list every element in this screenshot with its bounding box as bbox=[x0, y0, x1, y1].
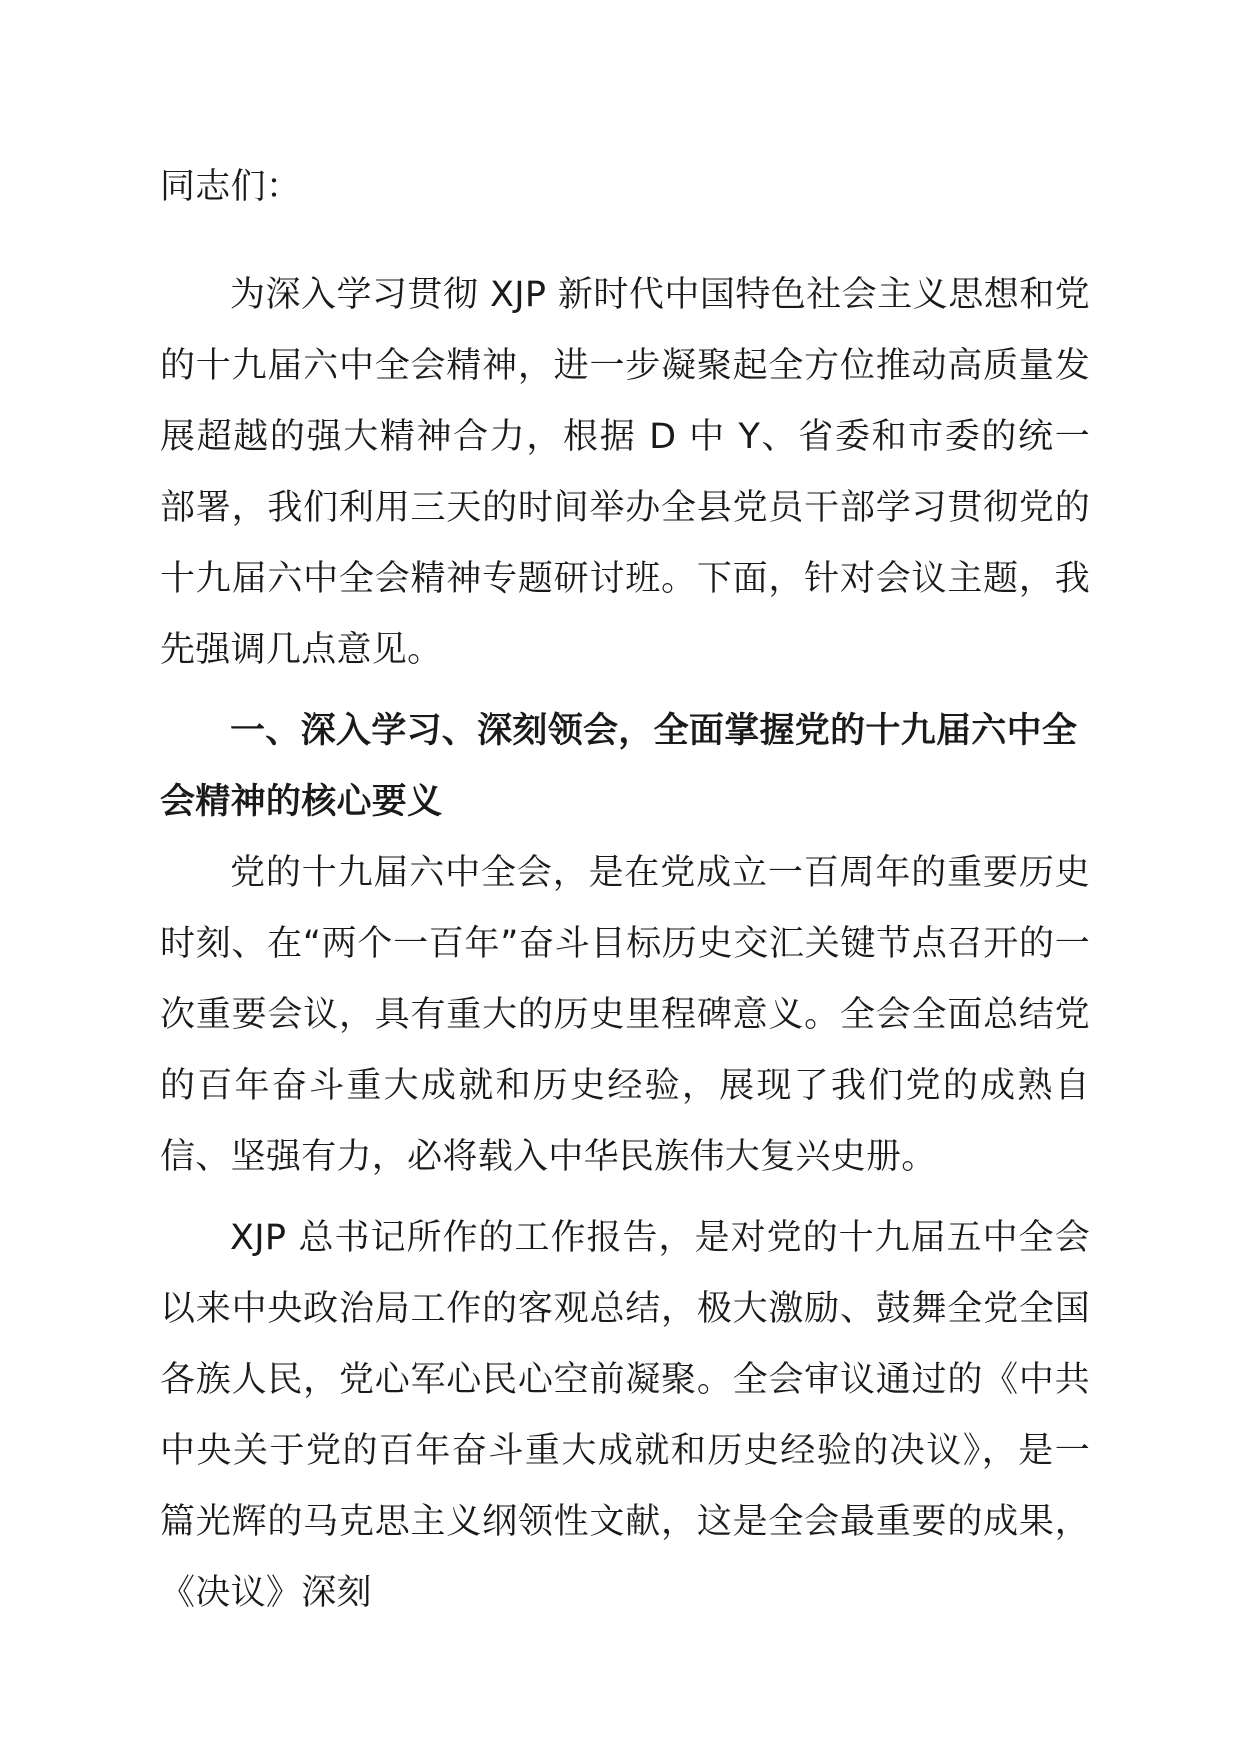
section-1-paragraph-1: 党的十九届六中全会，是在党成立一百周年的重要历史时刻、在“两个一百年”奋斗目标历史交汇关键节点召开的一次重要会议，具有重大的历史里程碑意义。全会全面总结党的百年奋斗重大成就和历史经验，展现了我们党的成熟自信、坚强有力，必将载入中华民族伟大复兴史册。 bbox=[160, 853, 1090, 1177]
section-1-paragraph-2: XJP 总书记所作的工作报告，是对党的十九届五中全会以来中央政治局工作的客观总结，极大激励、鼓舞全党全国各族人民，党心军心民心空前凝聚。全会审议通过的《中共中央关于党的百年奋斗重大成就和历史经验的决议》，是一篇光辉的马克思主义纲领性文献，这是全会最重要的成果，《决议》深刻 bbox=[160, 1218, 1090, 1613]
document-page bbox=[160, 162, 1090, 1629]
intro-paragraph: 为深入学习贯彻 XJP 新时代中国特色社会主义思想和党的十九届六中全会精神，进一步凝聚起全方位推动高质量发展超越的强大精神合力，根据 D 中 Y、省委和市委的统一部署，我们利用三天的时间举办全县党员干部学习贯彻党的十九届六中全会精神专题研讨班。下面，针对会议主题，我先强调几点意见。 bbox=[160, 275, 1090, 670]
salutation: 同志们： bbox=[160, 167, 302, 207]
section-heading-1: 一、深入学习、深刻领会，全面掌握党的十九届六中全会精神的核心要义 bbox=[160, 711, 1078, 822]
